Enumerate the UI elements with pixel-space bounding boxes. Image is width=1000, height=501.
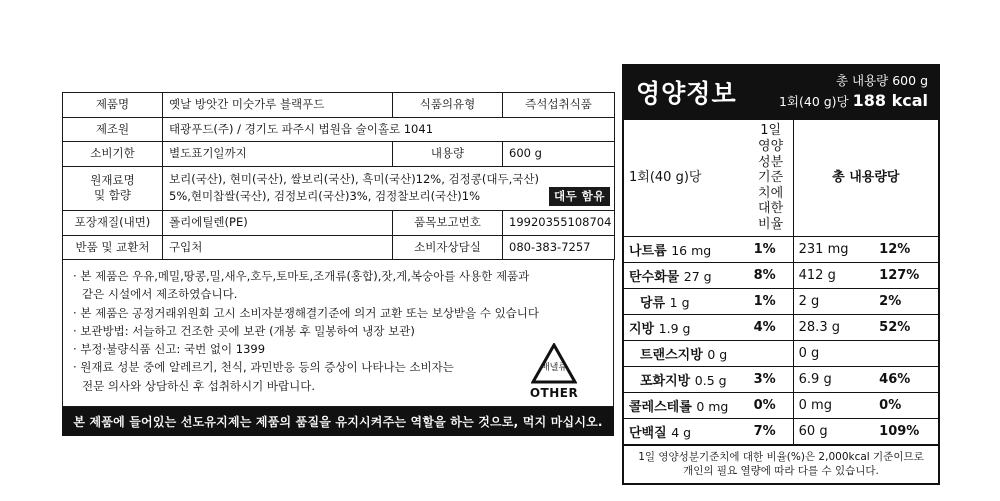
nutrient-amount: 0 mg (696, 398, 729, 414)
nutrient-total: 0 mg (793, 392, 874, 418)
report-number-value: 19920355108704 (503, 211, 615, 236)
manufacturer-value: 태광푸드(주) / 경기도 파주시 법원읍 술이홀로 1041 (163, 117, 615, 142)
net-weight-value: 600 g (503, 142, 615, 167)
footer-warning-strip: 본 제품에 들어있는 선도유지제는 제품의 품질을 유지시켜주는 역할을 하는 것으로, 먹지 마십시오. (62, 407, 614, 436)
food-type-label: 식품의유형 (393, 93, 503, 118)
nutrient-dv-pct (749, 340, 794, 366)
net-weight-label: 내용량 (393, 142, 503, 167)
nutrient-amount: 4 g (671, 424, 692, 440)
consumer-hotline-label: 소비자상담실 (393, 235, 503, 260)
recycle-mark (517, 343, 591, 400)
nutrient-total-pct: 2% (874, 288, 938, 314)
nutrient-total-pct: 127% (874, 262, 938, 288)
nutrient-name (624, 366, 749, 392)
svg-text:배낼류: 배낼류 (540, 362, 568, 373)
nutrient-dv-pct: 1% (749, 236, 794, 262)
table-row (624, 366, 938, 392)
table-row (624, 418, 938, 444)
nutrient-total: 6.9 g (793, 366, 874, 392)
table-row (63, 166, 615, 211)
table-row (624, 236, 938, 262)
nutrient-total-pct (874, 340, 938, 366)
table-row (624, 262, 938, 288)
product-name-label: 제품명 (63, 93, 163, 118)
nutrient-amount: 0.5 g (694, 372, 727, 388)
table-row (63, 211, 615, 236)
nutrient-dv-pct: 4% (749, 314, 794, 340)
packaging-label: 포장재질(내면) (63, 211, 163, 236)
nutrition-header (624, 66, 938, 119)
nutrition-serving-kcal (779, 90, 928, 112)
table-row (624, 288, 938, 314)
expiry-label: 소비기한 (63, 142, 163, 167)
ingredients-line-1: 보리(국산), 현미(국산), 쌀보리(국산), 흑미(국산)12%, 검정콩(대두,국산) (169, 171, 539, 186)
consumer-hotline-value: 080-383-7257 (503, 235, 615, 260)
nutrient-total-pct: 52% (874, 314, 938, 340)
nutrient-total: 2 g (793, 288, 874, 314)
note-sub: 전문 의사와 상담하신 후 섭취하시기 바랍니다. (82, 378, 316, 393)
nutrient-name (624, 340, 749, 366)
food-type-value: 즉석섭취식품 (503, 93, 615, 118)
manufacturer-label: 제조원 (63, 117, 163, 142)
serving-kcal-value: 188 kcal (852, 90, 928, 110)
nutrition-footer-line1: 1일 영양성분기준치에 대한 비율(%)은 2,000kcal 기준이므로 (638, 450, 924, 463)
nutrient-name (624, 262, 749, 288)
table-row (63, 142, 615, 167)
recycle-triangle-icon (531, 343, 577, 385)
col-dv-line2: 기준치에 대한 비율 (758, 170, 784, 233)
note-item: · 본 제품은 공정거래위원회 고시 소비자분쟁해결기준에 의거 교환 또는 보상받을 수 있습니다 (73, 305, 540, 320)
nutrient-label: 트랜스지방 (640, 347, 703, 363)
nutrient-dv-pct: 3% (749, 366, 794, 392)
nutrition-title: 영양정보 (636, 79, 737, 109)
product-info-panel (62, 92, 614, 436)
expiry-value: 별도표기일까지 (163, 142, 393, 167)
nutrient-total: 231 mg (793, 236, 874, 262)
nutrient-total-pct: 0% (874, 392, 938, 418)
nutrient-amount: 16 mg (671, 242, 712, 258)
nutrient-amount: 1 g (669, 294, 690, 310)
col-serving-header: 1회(40 g)당 (624, 120, 749, 236)
note-sub: 같은 시설에서 제조하였습니다. (82, 287, 238, 302)
nutrient-dv-pct: 1% (749, 288, 794, 314)
table-row (624, 314, 938, 340)
nutrient-total-pct: 109% (874, 418, 938, 444)
notes-block (62, 260, 614, 407)
returns-label: 반품 및 교환처 (63, 235, 163, 260)
report-number-label: 품목보고번호 (393, 211, 503, 236)
recycle-other-label: OTHER (529, 385, 579, 400)
ingredients-label-line2: 및 함량 (94, 188, 131, 203)
product-name-value: 옛날 방앗간 미숫가루 블랙푸드 (163, 93, 393, 118)
nutrition-column-headers (624, 120, 938, 236)
nutrient-amount: 1.9 g (658, 320, 691, 336)
col-total-header: 총 내용량당 (793, 120, 938, 236)
nutrient-dv-pct: 0% (749, 392, 794, 418)
nutrition-facts-panel (622, 64, 940, 485)
nutrient-label: 탄수화물 (629, 269, 680, 285)
table-row (624, 392, 938, 418)
nutrient-dv-pct: 8% (749, 262, 794, 288)
note-item: · 원재료 성분 중에 알레르기, 천식, 과민반응 등의 증상이 나타나는 소비자는 (73, 360, 454, 375)
nutrient-label: 단백질 (629, 425, 667, 441)
ingredients-line-2: 5%,현미찹쌀(국산), 검정보리(국산)3%, 검정찰보리(국산)1% (169, 189, 480, 204)
nutrition-header-right (779, 73, 928, 111)
product-info-table (62, 92, 615, 260)
nutrient-amount: 0 g (707, 346, 728, 362)
nutrient-name (624, 418, 749, 444)
table-row (63, 93, 615, 118)
nutrient-name (624, 392, 749, 418)
soy-allergen-badge: 대두 함유 (549, 187, 610, 207)
nutrient-total: 60 g (793, 418, 874, 444)
nutrition-total-amount: 총 내용량 600 g (835, 73, 928, 88)
nutrient-name (624, 314, 749, 340)
nutrient-label: 지방 (629, 321, 655, 337)
nutrient-total: 28.3 g (793, 314, 874, 340)
nutrient-dv-pct: 7% (749, 418, 794, 444)
serving-prefix: 1회(40 g)당 (778, 93, 853, 109)
nutrient-label: 나트륨 (629, 243, 667, 259)
col-dv-header (749, 120, 794, 236)
nutrient-total: 0 g (793, 340, 874, 366)
ingredients-label-line1: 원재료명 (90, 172, 135, 187)
nutrient-amount: 27 g (683, 268, 712, 284)
ingredients-label (63, 166, 163, 211)
table-row (63, 235, 615, 260)
note-item: · 보관방법: 서늘하고 건조한 곳에 보관 (개봉 후 밀봉하여 냉장 보관) (73, 323, 415, 338)
nutrition-table (624, 119, 938, 443)
nutrient-total-pct: 12% (874, 236, 938, 262)
nutrient-total: 412 g (793, 262, 874, 288)
nutrient-name (624, 288, 749, 314)
col-dv-line1: 1일 영양성분 (758, 123, 784, 170)
nutrition-footer-line2: 개인의 필요 열량에 따라 다를 수 있습니다. (683, 464, 879, 477)
nutrient-total-pct: 46% (874, 366, 938, 392)
nutrition-footer-note (624, 444, 938, 483)
note-item: · 본 제품은 우유,메밀,땅콩,밀,새우,호두,토마토,조개류(홍합),잣,게,복숭아를 사용한 제품과 (73, 269, 530, 284)
returns-value: 구입처 (163, 235, 393, 260)
ingredients-value (163, 166, 615, 211)
note-item: · 부정·불량식품 신고: 국번 없이 1399 (73, 342, 266, 357)
table-row (63, 117, 615, 142)
nutrient-name (624, 236, 749, 262)
nutrient-label: 콜레스테롤 (629, 399, 692, 415)
nutrient-label: 당류 (640, 295, 666, 311)
table-row (624, 340, 938, 366)
packaging-value: 폴리에틸렌(PE) (163, 211, 393, 236)
nutrient-label: 포화지방 (640, 373, 691, 389)
